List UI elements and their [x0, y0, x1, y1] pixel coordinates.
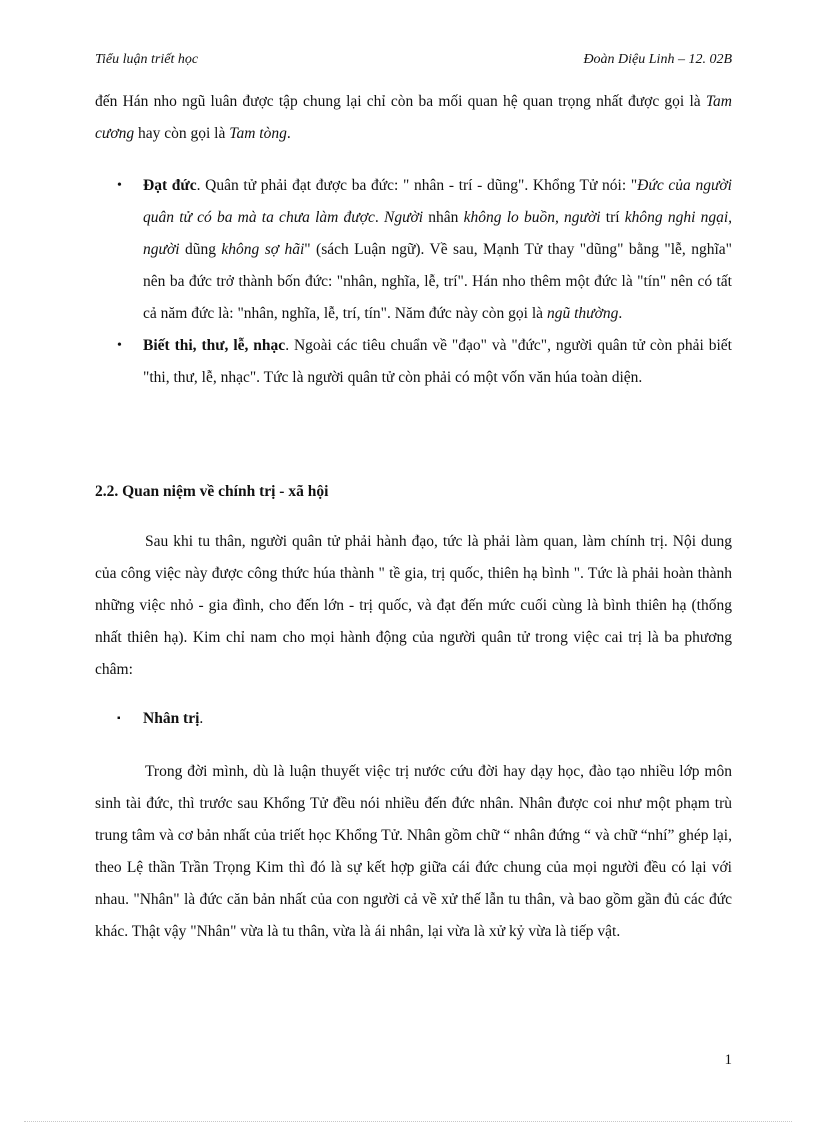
text: dũng [179, 241, 222, 258]
text: . Ngoài các tiêu chuẩn về "đạo" và "đức", người quân tử còn phải biết "thi, thư, lễ, nhạc". Tức là người quân tử còn phải có một vốn văn húa toàn diện. [143, 337, 732, 386]
quote: không nghi ngại, người [143, 209, 733, 258]
emphasis-ngu-thuong: ngũ thường [546, 305, 619, 322]
text: nhân [423, 209, 464, 226]
text: " (sách Luận ngữ). Về sau, Mạnh Tử thay "dũng" bằng "lễ, nghĩa" nên ba đức trở thành bốn đức: "nhân, nghĩa, lễ, trí". Hán nho thêm một đức là "tín" nên có tất cả năm đức là: "nhân, nghĩa, lễ, trí, tín". Năm đức này còn gọi là [143, 241, 732, 322]
running-header [95, 52, 732, 68]
header-right: Đoàn Diệu Linh – 12. 02B [583, 52, 732, 67]
quote: Người [383, 209, 424, 226]
text: . [199, 710, 204, 727]
paragraph-nhan: Trong đời mình, dù là luận thuyết việc trị nước cứu đời hay dạy học, đào tạo nhiều lớp môn sinh tài đức, thì trước sau Khổng Tử đều nói nhiều đến đức nhân. Nhân được coi như một phạm trù trung tâm và cơ bản nhất của triết học Khổng Tử. Nhân gồm chữ “ nhân đứng “ và chữ “nhí” ghép lại, theo Lệ thần Trần Trọng Kim thì đó là sự kết hợp giữa cái đức chung của mọi người đều có lại với nhau. "Nhân" là đức căn bản nhất của con người cả về xử thế lẫn tu thân, và bao gồm gần đủ các đức khác. Thật vậy "Nhân" vừa là tu thân, vừa là ái nhân, lại vừa là xử kỷ vừa là tiếp vật. [95, 763, 732, 940]
text: . [374, 209, 384, 226]
quote: Đức của người quân tử có ba mà ta chưa làm được [143, 177, 732, 226]
section-heading: 2.2. Quan niệm về chính trị - xã hội [95, 483, 329, 500]
page-number: 1 [724, 1052, 732, 1068]
bullet-thi-thu-le-nhac [95, 330, 732, 394]
bullet-icon: • [117, 338, 122, 353]
text: . Quân tử phải đạt được ba đức: " nhân - trí - dũng". Khổng Tử nói: " [196, 177, 638, 194]
subheading-block [95, 703, 732, 735]
header-left: Tiểu luận triết học [95, 52, 199, 67]
section-heading-block [95, 476, 732, 508]
bullet-title: Đạt đức [143, 177, 197, 194]
text: trí [600, 209, 625, 226]
text: . [286, 125, 291, 142]
text: hay còn gọi là [134, 125, 230, 142]
square-bullet-icon: ▪ [117, 713, 121, 724]
nhan-paragraph-block [95, 756, 732, 948]
top-paragraph-block [95, 86, 732, 150]
emphasis-tam-cuong: Tam cương [95, 93, 732, 142]
subheading-nhan-tri [95, 703, 732, 735]
subheading-title: Nhân trị [143, 710, 200, 727]
bullet-list-top [95, 170, 732, 394]
quote: không lo buồn, người [463, 209, 601, 226]
section-paragraph-block [95, 526, 732, 686]
page-bottom-divider [24, 1121, 792, 1122]
bullet-dat-duc [95, 170, 732, 330]
bullet-title: Biết thi, thư, lễ, nhạc [143, 337, 286, 354]
paragraph-tam-cuong [95, 86, 732, 150]
bullet-icon: • [117, 178, 122, 193]
text: . [618, 305, 623, 322]
text: đến Hán nho ngũ luân được tập chung lại chỉ còn ba mối quan hệ quan trọng nhất được gọi là [95, 93, 706, 110]
emphasis-tam-tong: Tam tòng [229, 125, 287, 142]
quote: không sợ hãi [221, 241, 305, 258]
paragraph-chinh-tri: Sau khi tu thân, người quân tử phải hành đạo, tức là phải làm quan, làm chính trị. Nội dung của công việc này được công thức húa thành " tề gia, trị quốc, thiên hạ bình ". Tức là phải hoàn thành những việc nhỏ - gia đình, cho đến lớn - trị quốc, và đạt đến mức cuối cùng là bình thiên hạ (thống nhất thiên hạ). Kim chỉ nam cho mọi hành động của người quân tử trong việc cai trị là ba phương châm: [95, 533, 732, 678]
